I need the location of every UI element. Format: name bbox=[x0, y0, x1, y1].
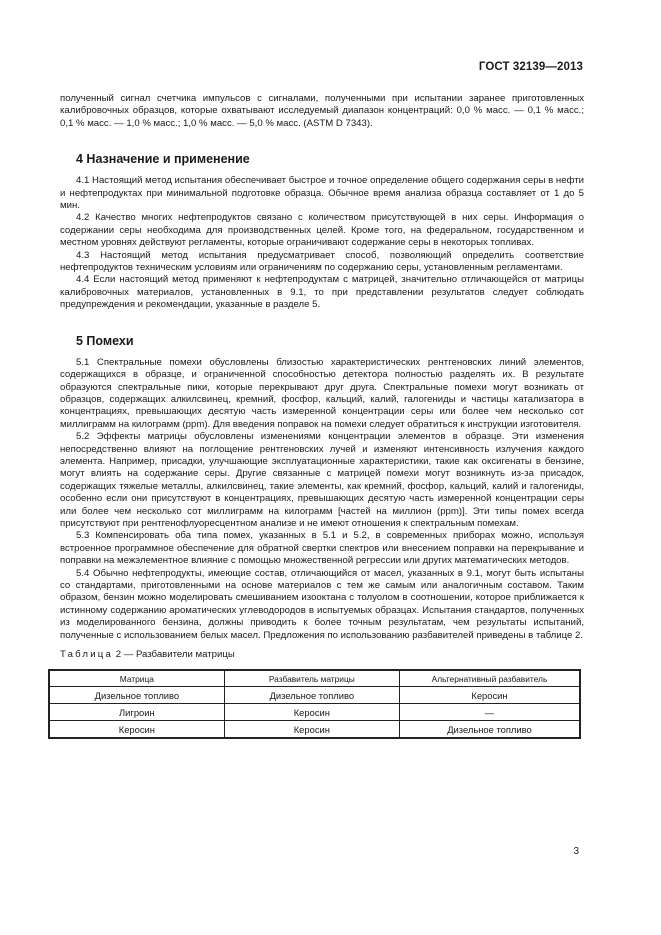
paragraph-4-1: 4.1 Настоящий метод испытания обеспечивает быстрое и точное определение общего содержания серы в нефти и нефтепродуктах при минимальной подготовке образца. Обычное время анализа образца составляет от 1 до 5 мин. bbox=[60, 175, 584, 212]
table-header-matrix: Матрица bbox=[49, 670, 224, 687]
table-caption-prefix: Таблица bbox=[60, 649, 114, 661]
table-caption bbox=[60, 649, 584, 661]
diluents-table bbox=[48, 669, 581, 739]
table-caption-text: 2 — Разбавители матрицы bbox=[115, 649, 235, 661]
table-cell: Дизельное топливо bbox=[399, 721, 580, 739]
paragraph-4-3: 4.3 Настоящий метод испытания предусматривает способ, позволяющий определить соответствие нефтепродуктов техническим условиям или ограничениям по содержанию серы, установленным регламентами. bbox=[60, 249, 584, 274]
table-header-alternative: Альтернативный разбавитель bbox=[399, 670, 580, 687]
paragraph-4-2: 4.2 Качество многих нефтепродуктов связано с количеством присутствующей в них серы. Информация о содержании серы необходима для производственных целей. Кроме того, на федеральном, государственном и местном уровнях действуют регламенты, которые ограничивают содержание серы в некоторых топливах. bbox=[60, 212, 584, 249]
paragraph-4-4: 4.4 Если настоящий метод применяют к нефтепродуктам с матрицей, значительно отличающейся от матрицы калибровочных материалов, установленных в 9.1, то при представлении результатов следует соблюдать предупреждения и рекомендации, указанные в разделе 5. bbox=[60, 274, 584, 311]
section-4-title: 4 Назначение и применение bbox=[76, 152, 250, 167]
intro-paragraph: полученный сигнал счетчика импульсов с сигналами, полученными при испытании заранее приготовленных калибровочных образцов, которые охватывают исследуемый диапазон концентраций: 0,0 % масс. — 0,1 % масс.; 0,1 % масс. — 1,0 % масс.; 1,0 % масс. — 5,0 % масс. (ASTM D 7343). bbox=[60, 93, 584, 129]
table-cell: Дизельное топливо bbox=[49, 687, 224, 704]
section-5-title: 5 Помехи bbox=[76, 333, 134, 348]
document-header: ГОСТ 32139—2013 bbox=[478, 61, 583, 73]
table-row bbox=[49, 721, 580, 739]
table-header-row bbox=[49, 670, 580, 687]
table-cell: Керосин bbox=[49, 721, 224, 739]
table-row bbox=[49, 687, 580, 704]
table-header-diluent: Разбавитель матрицы bbox=[224, 670, 399, 687]
table-cell: — bbox=[399, 704, 580, 721]
table-cell: Керосин bbox=[399, 687, 580, 704]
table-cell: Керосин bbox=[224, 704, 399, 721]
table-cell: Дизельное топливо bbox=[224, 687, 399, 704]
table-row bbox=[49, 704, 580, 721]
page-number: 3 bbox=[573, 846, 579, 857]
table-cell: Керосин bbox=[224, 721, 399, 739]
paragraph-5-1: 5.1 Спектральные помехи обусловлены близостью характеристических рентгеновских линий элементов, содержащихся в образце, и ограниченной способностью детектора полностью разделять их. В результате образуются спектральные пики, которые перекрывают друг друга. Спектральные помехи могут возникать от образцов, содержащих алкилсвинец, кремний, фосфор, кальций, калий, галогениды и частицы катализатора в концентрациях, превышающих десятую часть измеренной концентрации серы или более чем несколько сот миллиграмм на килограмм (ppm). Для введения поправок на помехи следует обратиться к инструкции изготовителя. bbox=[60, 356, 584, 430]
page-content bbox=[60, 93, 584, 739]
paragraph-5-4: 5.4 Обычно нефтепродукты, имеющие состав, отличающийся от масел, указанных в 9.1, могут быть испытаны со стандартами, приготовленными на основе материалов с тем же самым или аналогичным составом. Таким образом, бензин можно моделировать смешиванием изооктана с толуолом в соотношении, которое приближается к истинному содержанию ароматических углеводородов в испытуемых образцах. Испытания стандартов, полученных из моделированного бензина, должны приводить к более точным результатам, чем результаты испытаний, полученные с использованием белых масел. Предложения по использованию разбавителей приведены в таблице 2. bbox=[60, 567, 584, 641]
table-cell: Лигроин bbox=[49, 704, 224, 721]
paragraph-5-3: 5.3 Компенсировать оба типа помех, указанных в 5.1 и 5.2, в современных приборах можно, используя встроенное программное обеспечение для обратной свертки спектров или внесением поправки на перекрывание и поправки на межэлементное влияние с помощью множественной регрессии или других математических методов. bbox=[60, 530, 584, 567]
paragraph-5-2: 5.2 Эффекты матрицы обусловлены изменениями концентрации элементов в образце. Эти изменения непосредственно влияют на поглощение рентгеновских лучей и изменяют интенсивность излучения каждого элемента. Например, присадки, улучшающие эксплуатационные характеристики, такие как оксигенаты в бензине, могут влиять на содержание серы. Другие связанные с матрицей помехи могут возникнуть из-за присадок, содержащих тяжелые металлы, алкилсвинец, такие элементы, как кремний, фосфор, кальций, калий и галогениды, особенно если они присутствуют в концентрациях, превышающих десятую часть измеренной концентрации серы или более чем несколько сот миллиграмм на килограмм [частей на миллион (ppm)]. Эти типы помех всегда присутствуют при рентгенофлуоресцентном анализе и не имеют отношения к спектральным помехам. bbox=[60, 431, 584, 529]
